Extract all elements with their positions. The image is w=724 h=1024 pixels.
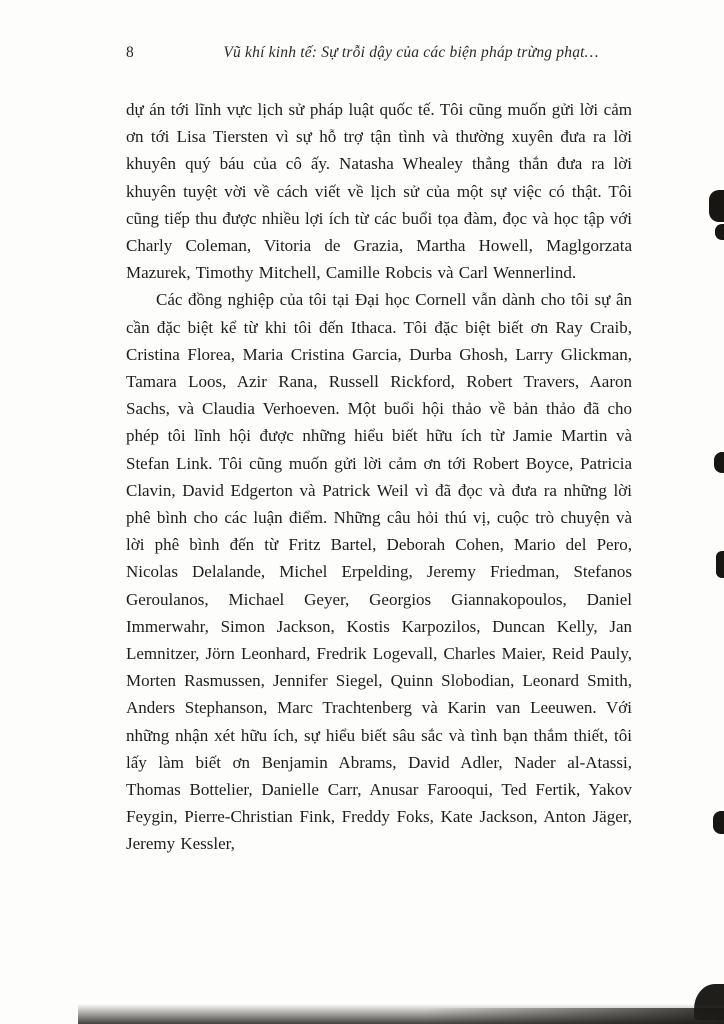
page-body [126,96,632,858]
paragraph-continuation: dự án tới lĩnh vực lịch sử pháp luật quốc tế. Tôi cũng muốn gửi lời cảm ơn tới Lisa Tiersten vì sự hỗ trợ tận tình và thường xuyên đưa ra lời khuyên quý báu của cô ấy. Natasha Whealey thẳng thắn đưa ra lời khuyên tuyệt vời về cách viết về lịch sử của một sự việc có thật. Tôi cũng tiếp thu được nhiều lợi ích từ các buổi tọa đàm, đọc và học tập với Charly Coleman, Vitoria de Grazia, Martha Howell, Maglgorzata Mazurek, Timothy Mitchell, Camille Robcis và Carl Wennerlind. [126,100,632,283]
scan-edge-shadow [424,1008,724,1024]
paragraph: Các đồng nghiệp của tôi tại Đại học Cornell vẫn dành cho tôi sự ân cần đặc biệt kể từ khi tôi đến Ithaca. Tôi đặc biệt biết ơn Ray Craib, Cristina Florea, Maria Cristina Garcia, Durba Ghosh, Larry Glickman, Tamara Loos, Azir Rana, Russell Rickford, Robert Travers, Aaron Sachs, và Claudia Verhoeven. Một buổi hội thảo về bản thảo đã cho phép tôi lĩnh hội được những hiểu biết hữu ích từ Jamie Martin và Stefan Link. Tôi cũng muốn gửi lời cảm ơn tới Robert Boyce, Patricia Clavin, David Edgerton và Patrick Weil vì đã đọc và đưa ra những lời phê bình cho các luận điểm. Những câu hỏi thú vị, cuộc trò chuyện và lời phê bình đến từ Fritz Bartel, Deborah Cohen, Mario del Pero, Nicolas Delalande, Michel Erpelding, Jeremy Friedman, Stefanos Geroulanos, Michael Geyer, Georgios Giannakopoulos, Daniel Immerwahr, Simon Jackson, Kostis Karpozilos, Duncan Kelly, Jan Lemnitzer, Jörn Leonhard, Fredrik Logevall, Charles Maier, Reid Pauly, Morten Rasmussen, Jennifer Siegel, Quinn Slobodian, Leonard Smith, Anders Stephanson, Marc Trachtenberg và Karin van Leeuwen. Với những nhận xét hữu ích, sự hiểu biết sâu sắc và tình bạn thắm thiết, tôi lấy làm biết ơn Benjamin Abrams, David Adler, Nader al-Atassi, Thomas Bottelier, Danielle Carr, Anusar Farooqui, Ted Fertik, Yakov Feygin, Pierre-Christian Fink, Freddy Foks, Kate Jackson, Anton Jäger, Jeremy Kessler, [126,290,632,854]
running-title: Vũ khí kinh tế: Sự trỗi dậy của các biện pháp trừng phạt… [223,44,599,61]
page-number: 8 [126,44,134,61]
scan-artifact [715,224,724,240]
scan-artifact [709,190,724,222]
page-header [126,44,632,62]
scan-artifact [713,811,724,834]
scan-artifact [714,452,724,473]
scan-artifact [716,551,724,578]
